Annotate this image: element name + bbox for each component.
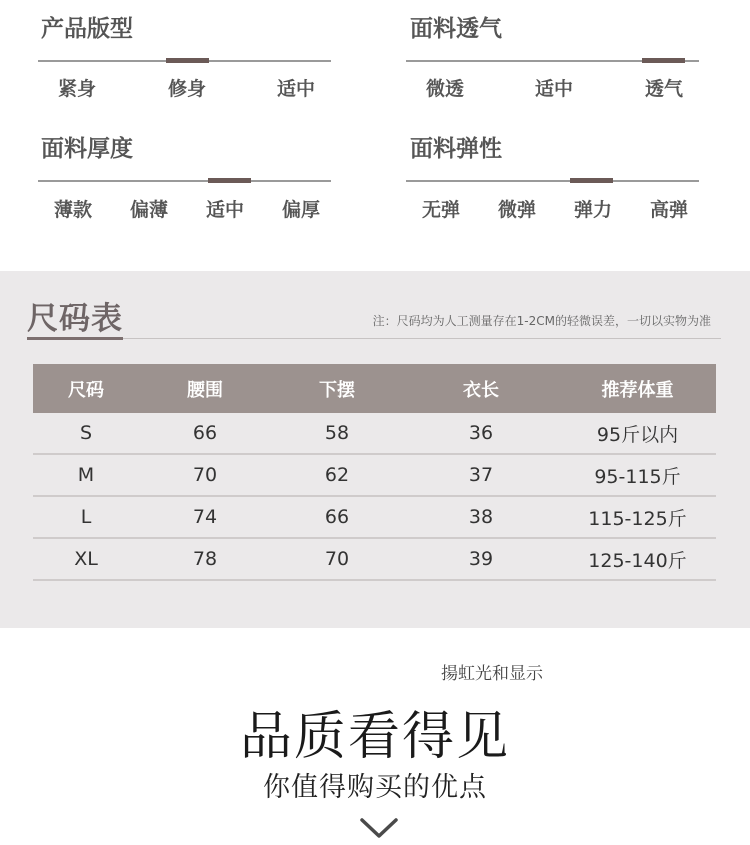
cell-waist: 78 <box>139 538 271 580</box>
cell-size: L <box>33 496 139 538</box>
thickness-label: 薄款 <box>53 199 93 221</box>
elasticity-scale-line <box>406 180 699 182</box>
header-waist: 腰围 <box>139 364 271 413</box>
thickness-scale-marker <box>208 178 251 183</box>
cell-weight: 95斤以内 <box>559 413 716 454</box>
header-length: 衣长 <box>403 364 559 413</box>
cell-length: 39 <box>403 538 559 580</box>
size-table <box>33 364 716 581</box>
thickness-label: 偏薄 <box>129 199 169 221</box>
cell-length: 36 <box>403 413 559 454</box>
cell-size: M <box>33 454 139 496</box>
header-weight: 推荐体重 <box>559 364 716 413</box>
cell-weight: 115-125斤 <box>559 496 716 538</box>
cell-waist: 70 <box>139 454 271 496</box>
cell-hem: 58 <box>271 413 403 454</box>
table-row <box>33 538 716 580</box>
fit-label: 适中 <box>276 78 316 100</box>
elasticity-label: 高弹 <box>649 199 689 221</box>
cell-hem: 70 <box>271 538 403 580</box>
cell-weight: 125-140斤 <box>559 538 716 580</box>
cell-waist: 66 <box>139 413 271 454</box>
fit-label: 修身 <box>167 78 207 100</box>
breathability-label: 透气 <box>644 78 684 100</box>
elasticity-title: 面料弹性 <box>410 136 502 162</box>
breathability-label: 适中 <box>534 78 574 100</box>
cell-hem: 62 <box>271 454 403 496</box>
table-row <box>33 454 716 496</box>
thickness-scale-line <box>38 180 331 182</box>
promo-small-text: 揚虹光和显示 <box>441 664 543 684</box>
table-row <box>33 496 716 538</box>
header-size: 尺码 <box>33 364 139 413</box>
elasticity-label: 无弹 <box>421 199 461 221</box>
size-table-header-row <box>33 364 716 413</box>
elasticity-scale-marker <box>570 178 613 183</box>
cell-size: XL <box>33 538 139 580</box>
breathability-scale-marker <box>642 58 685 63</box>
breathability-label: 微透 <box>425 78 465 100</box>
size-chart-title-underline <box>27 337 123 340</box>
cell-size: S <box>33 413 139 454</box>
fit-label: 紧身 <box>57 78 97 100</box>
promo-subtitle: 你值得购买的优点 <box>263 772 487 803</box>
cell-length: 37 <box>403 454 559 496</box>
table-row <box>33 413 716 454</box>
thickness-label: 适中 <box>205 199 245 221</box>
chevron-down-icon <box>359 814 399 842</box>
size-chart-title: 尺码表 <box>27 301 123 337</box>
cell-weight: 95-115斤 <box>559 454 716 496</box>
elasticity-label: 微弹 <box>497 199 537 221</box>
cell-length: 38 <box>403 496 559 538</box>
fit-scale-marker <box>166 58 209 63</box>
breathability-title: 面料透气 <box>410 16 502 42</box>
size-chart-note: 注：尺码均为人工测量存在1-2CM的轻微误差，一切以实物为准 <box>372 314 711 328</box>
size-chart-divider <box>123 338 721 339</box>
promo-title: 品质看得见 <box>239 707 510 767</box>
cell-hem: 66 <box>271 496 403 538</box>
fit-title: 产品版型 <box>41 16 133 42</box>
header-hem: 下摆 <box>271 364 403 413</box>
cell-waist: 74 <box>139 496 271 538</box>
elasticity-label: 弹力 <box>573 199 613 221</box>
thickness-label: 偏厚 <box>281 199 321 221</box>
thickness-title: 面料厚度 <box>41 136 133 162</box>
